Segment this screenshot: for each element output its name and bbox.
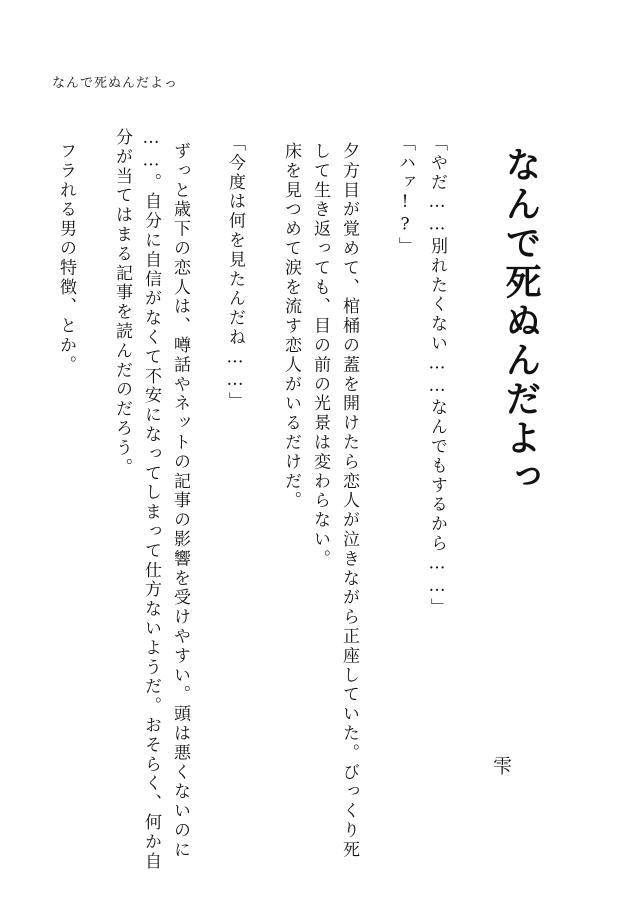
body-column-6: 「今度は何を見たんだね……」 xyxy=(225,134,245,412)
running-head: なんで死ぬんだよっ xyxy=(52,76,179,91)
body-column-3: 夕方目が覚めて、棺桶の蓋を開けたら恋人が泣きながら正座していた。びっくり死 xyxy=(339,142,359,860)
body-column-4: して生き返っても、目の前の光景は変わらない。 xyxy=(310,142,330,569)
body-column-1: 「やだ……別れたくない……なんでもするから……」 xyxy=(427,134,447,618)
body-column-5: 床を見つめて涙を流す恋人がいるだけだ。 xyxy=(281,142,301,511)
story-title: なんで死ぬんだよっ xyxy=(500,146,541,497)
body-column-10: フラれる男の特徴、とか。 xyxy=(56,142,76,375)
body-column-8: ……。自分に自信がなくて不安になってしまって仕方ないようだ。おそらく、何か自 xyxy=(141,128,161,872)
body-column-2: 「ハァ!?」 xyxy=(395,134,415,257)
author-name: 雫 xyxy=(490,756,512,775)
body-column-9: 分が当てはまる記事を読んだのだろう。 xyxy=(112,128,132,478)
body-column-7: ずっと歳下の恋人は、噂話やネットの記事の影響を受けやすい。頭は悪くないのに xyxy=(170,142,190,860)
